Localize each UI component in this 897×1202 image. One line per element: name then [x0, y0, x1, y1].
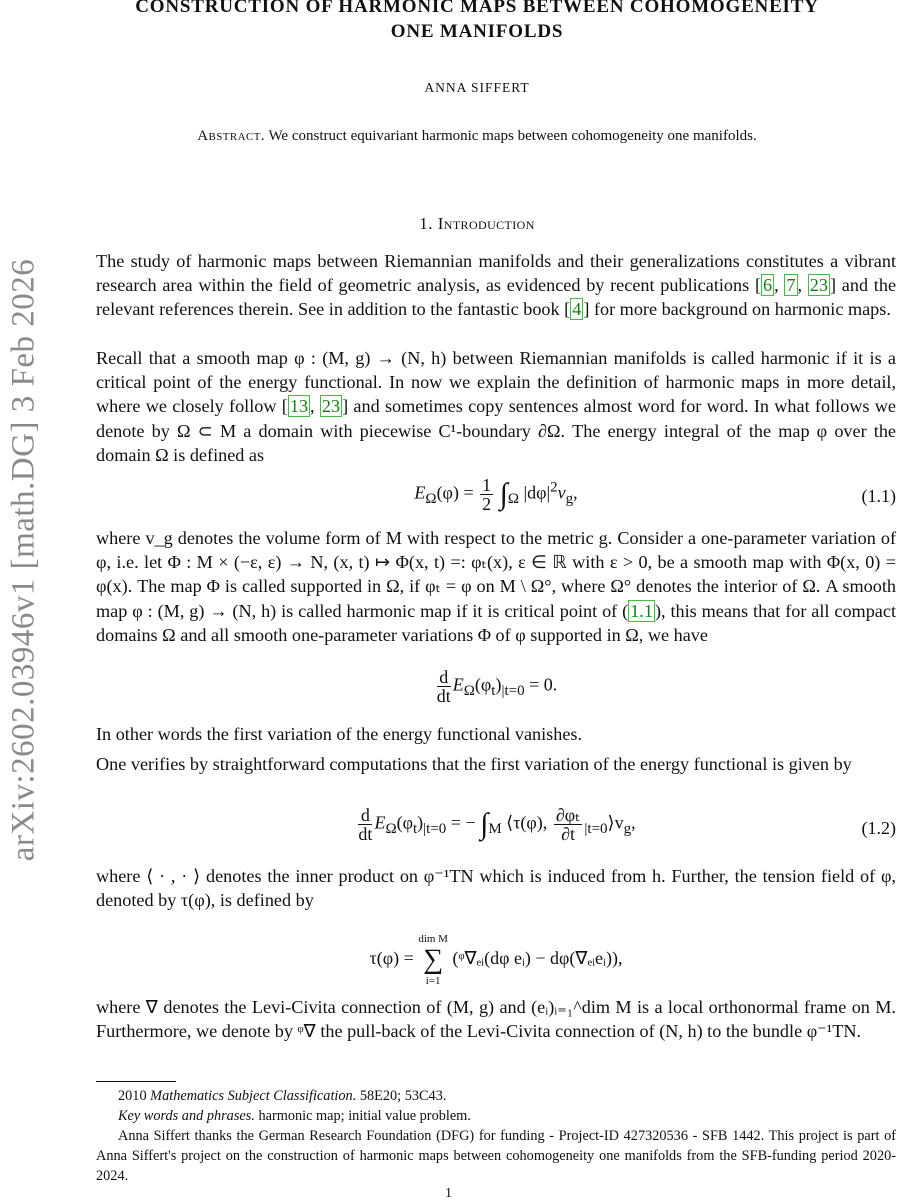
paragraph-text: , this means that for all compact domains Ω and all smooth one-parameter variations Φ of φ supported in Ω, we have	[96, 600, 896, 645]
eq-subscript: Ω	[425, 491, 437, 508]
paragraph-2: Recall that a smooth map φ : (M, g) → (N, h) between Riemannian manifolds is called harmonic if it is a critical point of the energy functional. In now we explain the definition of harmonic maps in more detail, where we closely follow [ 13 , 23 ] and sometimes copy sentences almost word for word. In what follows we denote by Ω ⊂ M a domain with piecewise C¹-boundary ∂Ω. The energy integral of the map φ over the domain Ω is defined as	[96, 348, 896, 465]
eq-symbol: (φ	[396, 812, 413, 833]
eq-symbol: )	[417, 812, 424, 833]
equation-tension-field	[96, 922, 896, 986]
eq-subscript: Ω	[463, 683, 475, 700]
eq-symbol: τ(φ) =	[369, 948, 419, 969]
eq-numerator: d	[358, 806, 372, 825]
eq-symbol: E	[374, 812, 386, 833]
equation-number: (1.2)	[861, 818, 896, 838]
paragraph-text: where ⟨ · , · ⟩ denotes the inner product on φ⁻¹TN which is induced from h. Further, the tension field of φ, denoted by τ(φ), is defined by	[96, 866, 896, 911]
footnote-text: 2010	[118, 1088, 147, 1104]
eq-subscript: Ω	[507, 491, 519, 508]
eq-fraction	[480, 476, 493, 513]
eq-numerator: ∂φₜ	[555, 805, 581, 825]
paper-title	[60, 0, 894, 44]
section-title: Introduction	[437, 214, 535, 233]
eq-symbol: ,	[573, 482, 578, 503]
eq-superscript: 2	[550, 479, 558, 496]
eq-subscript: M	[488, 821, 502, 838]
arxiv-identifier: arXiv:2602.03946v1 [math.DG] 3 Feb 2026	[5, 258, 42, 862]
paragraph-text: for more background on harmonic maps.	[589, 299, 891, 320]
eq-subscript: g	[565, 491, 574, 508]
equation-1-2	[96, 804, 896, 856]
paragraph-5	[96, 752, 896, 776]
eq-symbol: (φ	[474, 674, 492, 695]
page-number: 1	[445, 1186, 452, 1201]
eq-subscript: Ω	[385, 821, 397, 838]
sum-lower-limit: i=1	[425, 975, 441, 987]
paragraph-text: and sometimes copy sentences almost word for word. In what follows we denote by Ω ⊂ M a domain with piecewise C¹-boundary ∂Ω. The energy integral of the map φ over the domain Ω is defined as	[96, 396, 896, 465]
title-line-1: CONSTRUCTION OF HARMONIC MAPS BETWEEN COHOMOGENEITY	[135, 0, 819, 17]
arxiv-sidebar	[4, 230, 44, 890]
summation	[418, 932, 448, 988]
title-line-2: ONE MANIFOLDS	[390, 21, 564, 42]
eq-denominator: 2	[482, 494, 492, 514]
paragraph-text: where ∇ denotes the Levi-Civita connection of (M, g) and (eᵢ)ᵢ₌₁^dim M is a local orthonormal frame on M. Furthermore, we denote by ᵠ∇ the pull-back of the Levi-Civita connection of (N, h) to the bundle φ⁻¹TN.	[96, 997, 896, 1042]
equation-variation	[96, 668, 896, 712]
eq-symbol: = −	[446, 812, 476, 833]
sum-sign: ∑	[423, 944, 444, 975]
eq-symbol: )	[495, 674, 502, 695]
paragraph-text: The study of harmonic maps between Riemannian manifolds and their generalizations constitutes a vibrant research area within the field of geometric analysis, as evidenced by recent publications	[96, 251, 896, 296]
section-number: 1.	[419, 214, 433, 233]
author-name: ANNA SIFFERT	[424, 80, 530, 95]
eq-symbol: v	[557, 482, 566, 503]
equation-number: (1.1)	[861, 486, 896, 506]
equation-1-1	[96, 472, 896, 520]
citation-link[interactable]: 13	[289, 396, 309, 417]
eq-symbol: |dφ|	[523, 482, 551, 503]
eq-symbol: ⟩v	[607, 812, 624, 833]
footnote-rule	[96, 1081, 176, 1082]
abstract-label: Abstract.	[197, 128, 265, 144]
paragraph-text: One verifies by straightforward computations that the first variation of the energy functional is given by	[96, 754, 852, 774]
footnote-label: Mathematics Subject Classification.	[150, 1088, 357, 1104]
eq-symbol: = 0.	[524, 674, 558, 695]
footnote-funding: Anna Siffert thanks the German Research Foundation (DFG) for funding - Project-ID 427320536 - SFB 1442. This project is part of Anna Siffert's project on the construction of harmonic maps between cohomogeneity one manifolds from the SFB-funding period 2020-2024.	[96, 1128, 896, 1184]
eq-symbol: ,	[631, 812, 636, 833]
paragraph-1: The study of harmonic maps between Riemannian manifolds and their generalizations constitutes a vibrant research area within the field of geometric analysis, as evidenced by recent publications [ 6 , 7 , 23 ] and the relevant references therein. See in addition to the fantastic book [ 4 ] for more background on harmonic maps.	[96, 251, 897, 320]
paragraph-text: where v_g denotes the volume form of M with respect to the metric g. Consider a one-parameter variation of φ, i.e. let Φ : M × (−ε, ε) → N, (x, t) ↦ Φ(x, t) =: φₜ(x), ε ∈ ℝ with ε > 0, be a smooth map with Φ(x, 0) = φ(x). The map Φ is called supported in Ω, if φₜ = φ on M \ Ω°, where Ω° denotes the interior of Ω. A smooth map φ : (M, g) → (N, h) is called harmonic map if it is critical point of	[96, 528, 896, 621]
footnote-msc	[96, 1086, 896, 1106]
eq-denominator: ∂t	[561, 824, 576, 844]
citation-link[interactable]: 6	[763, 275, 773, 296]
eq-subscript: t	[412, 821, 418, 838]
eq-symbol: (ᵠ∇ₑᵢ(dφ eᵢ) − dφ(∇ₑᵢeᵢ)),	[452, 948, 623, 969]
eq-numerator: 1	[482, 475, 492, 495]
citation-link[interactable]: 7	[786, 275, 796, 296]
eq-fraction	[437, 668, 451, 705]
paragraph-4	[96, 722, 896, 746]
abstract-text: We construct equivariant harmonic maps between cohomogeneity one manifolds.	[268, 128, 757, 144]
eq-subscript: |t=0	[423, 821, 447, 838]
eq-symbol: ⟨τ(φ),	[506, 812, 548, 833]
eq-subscript: |t=0	[584, 821, 608, 838]
footnotes	[96, 1086, 896, 1186]
citation-link[interactable]: 23	[321, 396, 341, 417]
eq-subscript: g	[623, 821, 632, 838]
eq-fraction	[554, 806, 583, 843]
paragraph-3: where v_g denotes the volume form of M with respect to the metric g. Consider a one-parameter variation of φ, i.e. let Φ : M × (−ε, ε) → N, (x, t) ↦ Φ(x, t) =: φₜ(x), ε ∈ ℝ with ε > 0, be a smooth map with Φ(x, 0) = φ(x). The map Φ is called supported in Ω, if φₜ = φ on M \ Ω°, where Ω° denotes the interior of Ω. A smooth map φ : (M, g) → (N, h) is called harmonic map if it is critical point of ( 1.1 ), this means that for all compact domains Ω and all smooth one-parameter variations Φ of φ supported in Ω, we have	[96, 528, 896, 645]
footnote-keywords	[96, 1106, 896, 1126]
eq-fraction	[358, 806, 372, 843]
paragraph-text: and the relevant references therein. See in addition to the fantastic book	[96, 275, 897, 320]
eq-subscript: |t=0	[501, 683, 525, 700]
paragraph-text: In other words the first variation of the energy functional vanishes.	[96, 724, 583, 744]
eq-denominator: dt	[358, 824, 373, 844]
eq-symbol: E	[452, 674, 464, 695]
eq-subscript: t	[491, 683, 496, 700]
citation-link[interactable]: 23	[809, 275, 828, 296]
eq-denominator: dt	[436, 686, 451, 706]
citation-link[interactable]: 4	[572, 299, 582, 320]
footnote-label: Key words and phrases.	[118, 1108, 255, 1124]
equation-link[interactable]: 1.1	[630, 600, 653, 621]
eq-symbol: E	[414, 482, 426, 503]
footnote-text: 58E20; 53C43.	[359, 1088, 447, 1104]
sum-upper-limit: dim M	[418, 933, 448, 945]
footnote-text: harmonic map; initial value problem.	[258, 1108, 471, 1124]
paragraph-6	[96, 864, 896, 912]
integral-sign: ∫	[499, 477, 508, 511]
integral-sign: ∫	[480, 807, 489, 841]
abstract	[60, 128, 894, 145]
paragraph-7	[96, 995, 896, 1043]
eq-numerator: d	[437, 668, 451, 687]
eq-symbol: (φ) =	[436, 482, 479, 503]
section-heading	[60, 214, 894, 234]
paragraph-text: Recall that a smooth map φ : (M, g) → (N, h) between Riemannian manifolds is called harmonic if it is a critical point of the energy functional. In now we explain the definition of harmonic maps in more detail, where we closely follow	[96, 348, 896, 417]
